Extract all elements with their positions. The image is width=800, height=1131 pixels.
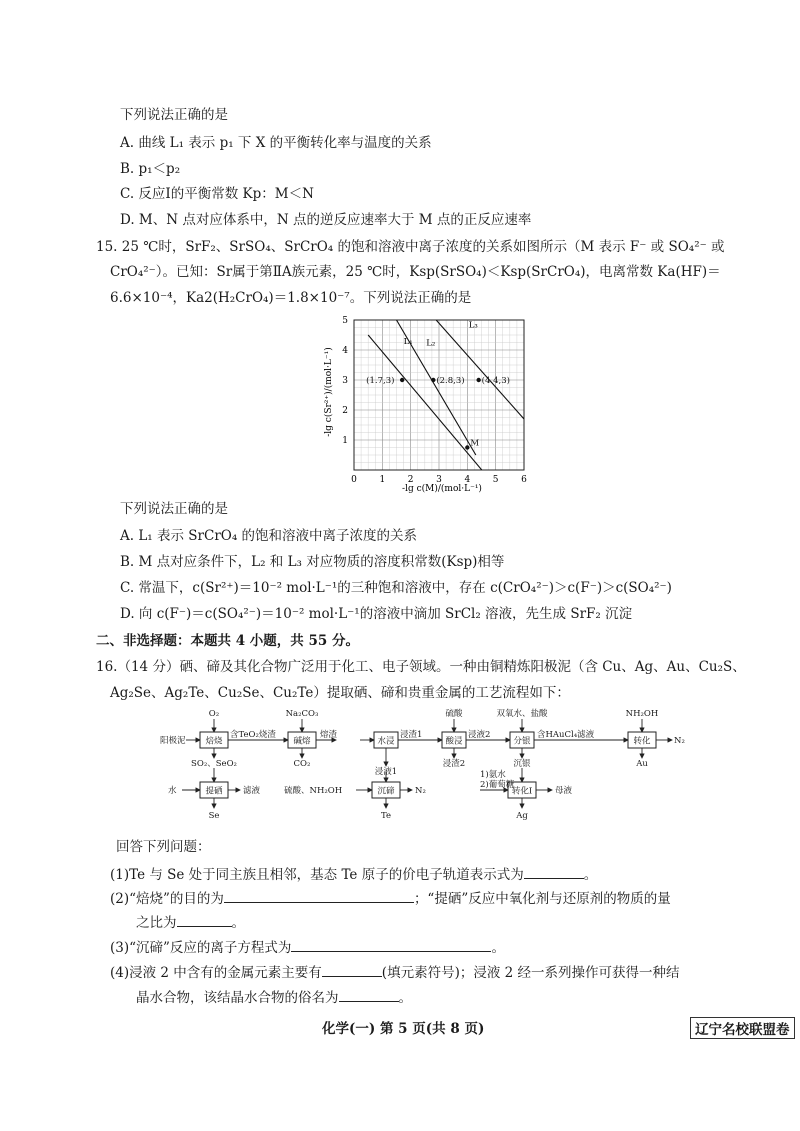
series-label-3: L₃ xyxy=(468,320,478,331)
solubility-chart xyxy=(322,312,534,494)
flow-gas-co2: CO₂ xyxy=(293,759,311,769)
flow-stream-te-slag: 含TeO₂烧渣 xyxy=(230,730,276,740)
flow-stream-haucl4: 含HAuCl₄滤液 xyxy=(537,730,595,740)
data-point-label-3: (4.4,3) xyxy=(481,376,510,386)
flow-stream-leachate2: 浸液2 xyxy=(468,730,491,740)
data-point-2 xyxy=(431,378,435,382)
flow-box-extract-se: 提硒 xyxy=(205,786,223,797)
x-tick-label: 2 xyxy=(407,475,414,485)
flow-stream-n2: N₂ xyxy=(674,736,685,746)
flow-out-filtrate: 滤液 xyxy=(243,786,261,796)
q16-stem-line2: Ag₂Se、Ag₂Te、Cu₂Se、Cu₂Te）提取硒、碲和贵重金属的工艺流程如下： xyxy=(110,685,570,701)
flow-reagent-h2o2-hcl: 双氧水、盐酸 xyxy=(496,709,548,719)
flow-reagent-nh2oh: NH₂OH xyxy=(625,709,659,719)
x-tick-label: 4 xyxy=(464,475,471,485)
q16-sub3-blank xyxy=(291,937,491,952)
data-point-label-2: (2.8,3) xyxy=(436,376,465,386)
flow-reagent-o2: O₂ xyxy=(208,709,220,719)
q16-sub2-blank xyxy=(224,888,414,903)
y-tick-label: 3 xyxy=(342,376,348,386)
flow-reagent-h2so4: 硫酸 xyxy=(445,709,463,719)
flow-stream-residue1: 浸渣1 xyxy=(400,730,423,740)
series-line-1 xyxy=(368,335,484,473)
q16-sub3: (3)“沉碲”反应的离子方程式为 。 xyxy=(110,937,505,957)
flow-side-water: 水 xyxy=(168,786,177,796)
flow-out-se: Se xyxy=(208,811,220,821)
q16-sub4-text-cont: (填元素符号)；浸液 2 经一系列操作可获得一种结 xyxy=(381,965,680,981)
chart-points xyxy=(366,375,510,450)
flow-out-mother-liquor: 母液 xyxy=(555,786,573,796)
q16-sub4-blank xyxy=(322,962,382,977)
q15-stem-line2: CrO₄²⁻）。已知：Sr属于第ⅡA族元素，25 ℃时，Ksp(SrSO₄)＜Ksp(SrCrO₄)，电离常数 Ka(HF)＝ xyxy=(110,264,721,280)
data-point-4 xyxy=(465,445,469,449)
flow-side-glucose: 2)葡萄糖 xyxy=(480,780,515,790)
data-point-1 xyxy=(400,378,404,382)
data-point-label-4: M xyxy=(470,438,480,449)
q16-sub4-line2: 晶水合物，该结晶水合物的俗名为 。 xyxy=(136,987,412,1007)
q15-option-a: A. L₁ 表示 SrCrO₄ 的饱和溶液中离子浓度的关系 xyxy=(120,528,418,544)
q16-sub4-name-text: 晶水合物，该结晶水合物的俗名为 xyxy=(136,990,339,1006)
flow-boxes xyxy=(200,732,656,798)
q15-option-d: D. 向 c(F⁻)＝c(SO₄²⁻)＝10⁻² mol·L⁻¹的溶液中滴加 SrCl₂ 溶液，先生成 SrF₂ 沉淀 xyxy=(120,606,633,622)
flow-start: 阳极泥 xyxy=(160,736,186,746)
flow-box-acid-leach: 酸浸 xyxy=(445,736,463,747)
q16-sub1-blank xyxy=(524,864,584,879)
y-tick-label: 5 xyxy=(342,316,348,326)
chart-ylabel: -lg c(Sr²⁺)/(mol·L⁻¹) xyxy=(324,347,334,437)
flow-out-te: Te xyxy=(380,811,392,821)
y-tick-label: 4 xyxy=(342,346,348,356)
q16-sub1-text: (1)Te 与 Se 处于同主族且相邻，基态 Te 原子的价电子轨道表示式为 xyxy=(110,867,524,883)
flow-out-leachate1: 浸液1 xyxy=(374,767,398,777)
flow-side-ammonia: 1)氨水 xyxy=(480,770,506,780)
process-flow-diagram xyxy=(160,706,720,830)
q16-sub2-line2: 之比为 。 xyxy=(136,912,245,932)
q16-sub2-text-cont: ；“提硒”反应中氧化剂与还原剂的物质的量 xyxy=(413,891,671,907)
series-label-1: L₁ xyxy=(403,337,413,347)
q14-option-a: A. 曲线 L₁ 表示 p₁ 下 X 的平衡转化率与温度的关系 xyxy=(120,135,432,151)
flow-box-precip-te: 沉碲 xyxy=(377,786,395,797)
q15-option-b: B. M 点对应条件下，L₂ 和 L₃ 对应物质的溶度积常数(Ksp)相等 xyxy=(120,554,505,570)
q15-option-c: C. 常温下，c(Sr²⁺)＝10⁻² mol·L⁻¹的三种饱和溶液中，存在 c(CrO₄²⁻)＞c(F⁻)＞c(SO₄²⁻) xyxy=(120,580,672,596)
q16-stem-line1: 16.（14 分）硒、碲及其化合物广泛用于化工、电子领域。一种由铜精炼阳极泥（含 Cu、Ag、Au、Cu₂S、 xyxy=(96,659,746,675)
flow-gas-so2-seo2: SO₂、SeO₂ xyxy=(191,759,237,769)
x-tick-label: 0 xyxy=(351,475,357,485)
q16-sub4-name-blank xyxy=(339,987,399,1002)
x-tick-label: 3 xyxy=(436,475,442,485)
data-point-label-1: (1.7,3) xyxy=(366,376,395,386)
flow-box-silver-sep: 分银 xyxy=(513,736,531,747)
q15-stem-line3: 6.6×10⁻⁴，Ka2(H₂CrO₄)＝1.8×10⁻⁷。下列说法正确的是 xyxy=(110,290,472,306)
flow-out-ag: Ag xyxy=(516,811,528,821)
x-tick-label: 5 xyxy=(492,475,499,485)
flow-out-au: Au xyxy=(636,759,648,769)
q16-sub2-text: (2)“焙烧”的目的为 xyxy=(110,891,224,907)
q16-sub2 xyxy=(110,888,671,908)
q14-option-d: D. M、N 点对应体系中，N 点的逆反应速率大于 M 点的正反应速率 xyxy=(120,212,532,228)
flow-box-convert-1: 转化Ⅰ xyxy=(511,786,533,797)
q16-sub4-text: (4)浸液 2 中含有的金属元素主要有 xyxy=(110,965,322,981)
flow-reagent-na2co3: Na₂CO₃ xyxy=(285,709,319,719)
q16-sub1: (1)Te 与 Se 处于同主族且相邻，基态 Te 原子的价电子轨道表示式为 。 xyxy=(110,864,597,884)
y-tick-label: 2 xyxy=(342,406,348,416)
footer-page-info: 化学(一) 第 5 页(共 8 页) xyxy=(322,1021,485,1037)
q16-sub2-ratio-text: 之比为 xyxy=(136,915,177,931)
flow-box-roast: 焙烧 xyxy=(205,736,223,747)
q16-sub4 xyxy=(110,962,680,982)
x-tick-label: 6 xyxy=(521,475,527,485)
chart-grid xyxy=(354,320,524,470)
q15-stem-line1: 15. 25 ℃时，SrF₂、SrSO₄、SrCrO₄ 的饱和溶液中离子浓度的关系如图所示（M 表示 F⁻ 或 SO₄²⁻ 或 xyxy=(96,239,725,255)
q14-option-c: C. 反应Ⅰ的平衡常数 Kp：M＜N xyxy=(120,186,314,202)
chart-xlabel: -lg c(M)/(mol·L⁻¹) xyxy=(402,484,482,494)
series-label-2: L₂ xyxy=(426,338,436,349)
flow-box-convert: 转化 xyxy=(633,736,651,747)
flow-side-h2so4-nh2oh: 硫酸、NH₂OH xyxy=(284,786,343,796)
flow-stream-melt-slag: 熔渣 xyxy=(320,730,338,740)
q16-sub2-ratio-blank xyxy=(177,912,232,927)
flow-box-water-leach: 水浸 xyxy=(377,736,395,747)
data-point-3 xyxy=(476,378,480,382)
flow-out-residue2: 浸渣2 xyxy=(442,759,466,769)
flow-out-silver-precip: 沉银 xyxy=(513,759,531,769)
y-tick-label: 1 xyxy=(342,436,348,446)
flow-out-n2: N₂ xyxy=(415,786,426,796)
footer-brand-stamp: 辽宁名校联盟卷 xyxy=(690,1017,795,1039)
q14-option-b: B. p₁＜p₂ xyxy=(120,161,181,177)
q16-answer-lead: 回答下列问题： xyxy=(116,839,211,855)
q15-lead: 下列说法正确的是 xyxy=(120,501,228,517)
q16-sub3-text: (3)“沉碲”反应的离子方程式为 xyxy=(110,940,292,956)
section2-heading: 二、非选择题：本题共 4 小题，共 55 分。 xyxy=(96,633,359,649)
x-tick-label: 1 xyxy=(379,475,386,485)
flow-box-alkali-melt: 碱熔 xyxy=(293,736,311,747)
q14-lead: 下列说法正确的是 xyxy=(120,107,228,123)
